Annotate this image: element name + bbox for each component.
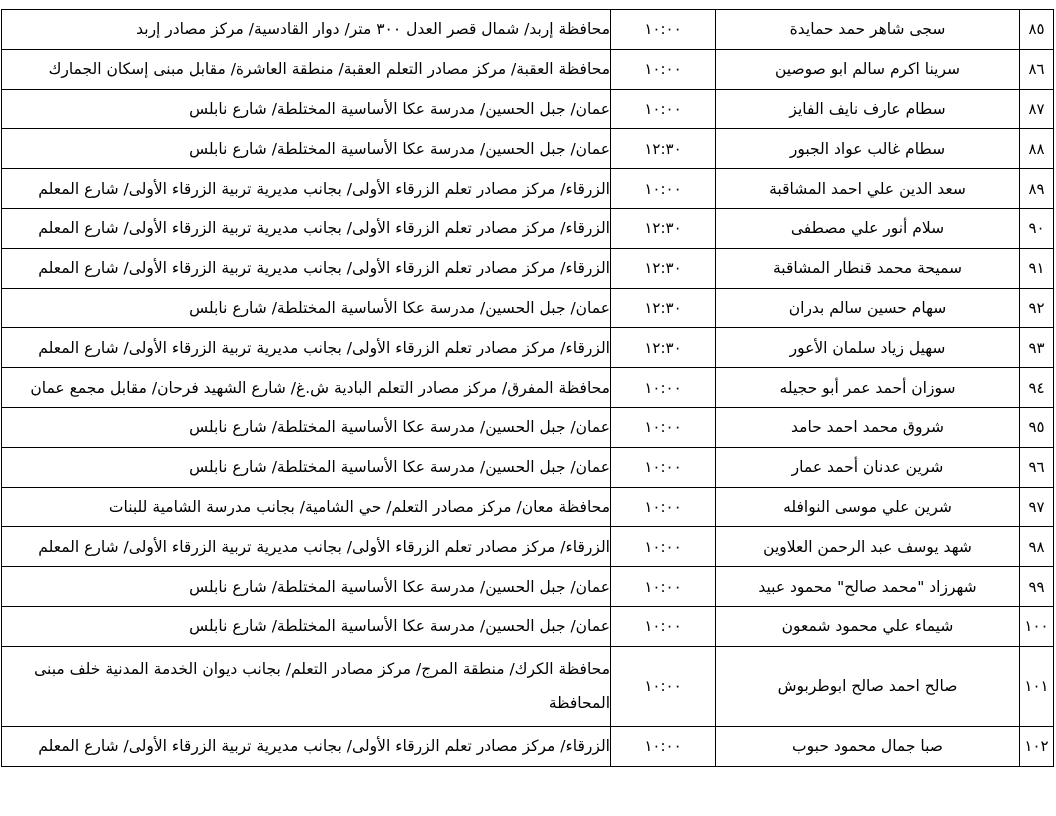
table-row xyxy=(2,208,1054,248)
candidate-name: صالح احمد صالح ابوطربوش xyxy=(716,646,1020,726)
row-number: ٩٣ xyxy=(1020,328,1054,368)
row-number: ٩٦ xyxy=(1020,447,1054,487)
table-row xyxy=(2,407,1054,447)
candidate-name: سلام أنور علي مصطفى xyxy=(716,208,1020,248)
table-row xyxy=(2,646,1054,726)
exam-time: ١٠:٠٠ xyxy=(611,169,716,209)
candidate-name: شرين عدنان أحمد عمار xyxy=(716,447,1020,487)
table-row xyxy=(2,726,1054,766)
candidate-name: شهد يوسف عبد الرحمن العلاوين xyxy=(716,527,1020,567)
exam-time: ١٠:٠٠ xyxy=(611,407,716,447)
exam-time: ١٠:٠٠ xyxy=(611,368,716,408)
exam-location: عمان/ جبل الحسين/ مدرسة عكا الأساسية المختلطة/ شارع نابلس xyxy=(2,407,611,447)
exam-location: محافظة الكرك/ منطقة المرج/ مركز مصادر التعلم/ بجانب ديوان الخدمة المدنية خلف مبنى المحافظة xyxy=(2,646,611,726)
table-row xyxy=(2,447,1054,487)
row-number: ٨٥ xyxy=(1020,10,1054,50)
table-row xyxy=(2,606,1054,646)
exam-location: محافظة معان/ مركز مصادر التعلم/ حي الشامية/ بجانب مدرسة الشامية للبنات xyxy=(2,487,611,527)
exam-time: ١٠:٠٠ xyxy=(611,646,716,726)
row-number: ٩٠ xyxy=(1020,208,1054,248)
table-row xyxy=(2,487,1054,527)
exam-time: ١٢:٣٠ xyxy=(611,129,716,169)
table-row xyxy=(2,248,1054,288)
exam-location: محافظة إربد/ شمال قصر العدل ٣٠٠ متر/ دوار القادسية/ مركز مصادر إربد xyxy=(2,10,611,50)
exam-location: عمان/ جبل الحسين/ مدرسة عكا الأساسية المختلطة/ شارع نابلس xyxy=(2,288,611,328)
exam-location: محافظة العقبة/ مركز مصادر التعلم العقبة/ منطقة العاشرة/ مقابل مبنى إسكان الجمارك xyxy=(2,49,611,89)
row-number: ٩٧ xyxy=(1020,487,1054,527)
table-row xyxy=(2,368,1054,408)
exam-time: ١٢:٣٠ xyxy=(611,328,716,368)
exam-time: ١٠:٠٠ xyxy=(611,527,716,567)
table-row xyxy=(2,328,1054,368)
exam-location: عمان/ جبل الحسين/ مدرسة عكا الأساسية المختلطة/ شارع نابلس xyxy=(2,447,611,487)
candidate-name: شرين علي موسى النوافله xyxy=(716,487,1020,527)
row-number: ٨٩ xyxy=(1020,169,1054,209)
row-number: ٩٥ xyxy=(1020,407,1054,447)
table-row xyxy=(2,527,1054,567)
row-number: ٨٨ xyxy=(1020,129,1054,169)
table-row xyxy=(2,129,1054,169)
exam-location: الزرقاء/ مركز مصادر تعلم الزرقاء الأولى/ بجانب مديرية تربية الزرقاء الأولى/ شارع المعلم xyxy=(2,169,611,209)
exam-location: محافظة المفرق/ مركز مصادر التعلم البادية ش.غ/ شارع الشهيد فرحان/ مقابل مجمع عمان xyxy=(2,368,611,408)
table-row xyxy=(2,10,1054,50)
candidate-name: سعد الدين علي احمد المشاقبة xyxy=(716,169,1020,209)
candidate-name: سطام غالب عواد الجبور xyxy=(716,129,1020,169)
row-number: ٩٨ xyxy=(1020,527,1054,567)
table-body xyxy=(2,10,1054,767)
row-number: ١٠١ xyxy=(1020,646,1054,726)
exam-time: ١٢:٣٠ xyxy=(611,248,716,288)
exam-time: ١٠:٠٠ xyxy=(611,447,716,487)
candidate-name: صبا جمال محمود حبوب xyxy=(716,726,1020,766)
exam-time: ١٠:٠٠ xyxy=(611,726,716,766)
candidate-name: سوزان أحمد عمر أبو حجيله xyxy=(716,368,1020,408)
row-number: ٨٧ xyxy=(1020,89,1054,129)
candidate-name: شيماء علي محمود شمعون xyxy=(716,606,1020,646)
row-number: ١٠٠ xyxy=(1020,606,1054,646)
candidate-name: سهام حسين سالم بدران xyxy=(716,288,1020,328)
exam-location: الزرقاء/ مركز مصادر تعلم الزرقاء الأولى/ بجانب مديرية تربية الزرقاء الأولى/ شارع المعلم xyxy=(2,726,611,766)
exam-location: الزرقاء/ مركز مصادر تعلم الزرقاء الأولى/ بجانب مديرية تربية الزرقاء الأولى/ شارع المعلم xyxy=(2,208,611,248)
exam-time: ١٢:٣٠ xyxy=(611,288,716,328)
exam-location: عمان/ جبل الحسين/ مدرسة عكا الأساسية المختلطة/ شارع نابلس xyxy=(2,89,611,129)
row-number: ٩١ xyxy=(1020,248,1054,288)
row-number: ٩٤ xyxy=(1020,368,1054,408)
table-row xyxy=(2,288,1054,328)
exam-location: الزرقاء/ مركز مصادر تعلم الزرقاء الأولى/ بجانب مديرية تربية الزرقاء الأولى/ شارع المعلم xyxy=(2,328,611,368)
candidate-name: سميحة محمد قنطار المشاقبة xyxy=(716,248,1020,288)
candidate-name: سهيل زياد سلمان الأعور xyxy=(716,328,1020,368)
table-row xyxy=(2,169,1054,209)
exam-time: ١٠:٠٠ xyxy=(611,49,716,89)
row-number: ٨٦ xyxy=(1020,49,1054,89)
candidate-name: شهرزاد "محمد صالح" محمود عبيد xyxy=(716,567,1020,607)
exam-time: ١٢:٣٠ xyxy=(611,208,716,248)
exam-location: عمان/ جبل الحسين/ مدرسة عكا الأساسية المختلطة/ شارع نابلس xyxy=(2,606,611,646)
exam-time: ١٠:٠٠ xyxy=(611,606,716,646)
row-number: ٩٢ xyxy=(1020,288,1054,328)
exam-location: عمان/ جبل الحسين/ مدرسة عكا الأساسية المختلطة/ شارع نابلس xyxy=(2,567,611,607)
exam-time: ١٠:٠٠ xyxy=(611,567,716,607)
row-number: ١٠٢ xyxy=(1020,726,1054,766)
exam-time: ١٠:٠٠ xyxy=(611,89,716,129)
exam-location: عمان/ جبل الحسين/ مدرسة عكا الأساسية المختلطة/ شارع نابلس xyxy=(2,129,611,169)
table-row xyxy=(2,49,1054,89)
table-row xyxy=(2,567,1054,607)
candidate-name: شروق محمد احمد حامد xyxy=(716,407,1020,447)
table-row xyxy=(2,89,1054,129)
exam-time: ١٠:٠٠ xyxy=(611,10,716,50)
candidate-name: سجى شاهر حمد حمايدة xyxy=(716,10,1020,50)
exam-location: الزرقاء/ مركز مصادر تعلم الزرقاء الأولى/ بجانب مديرية تربية الزرقاء الأولى/ شارع المعلم xyxy=(2,248,611,288)
candidates-table xyxy=(1,9,1054,767)
exam-location: الزرقاء/ مركز مصادر تعلم الزرقاء الأولى/ بجانب مديرية تربية الزرقاء الأولى/ شارع المعلم xyxy=(2,527,611,567)
exam-time: ١٠:٠٠ xyxy=(611,487,716,527)
row-number: ٩٩ xyxy=(1020,567,1054,607)
candidate-name: سرينا اكرم سالم ابو صوصين xyxy=(716,49,1020,89)
candidate-name: سطام عارف نايف الفايز xyxy=(716,89,1020,129)
